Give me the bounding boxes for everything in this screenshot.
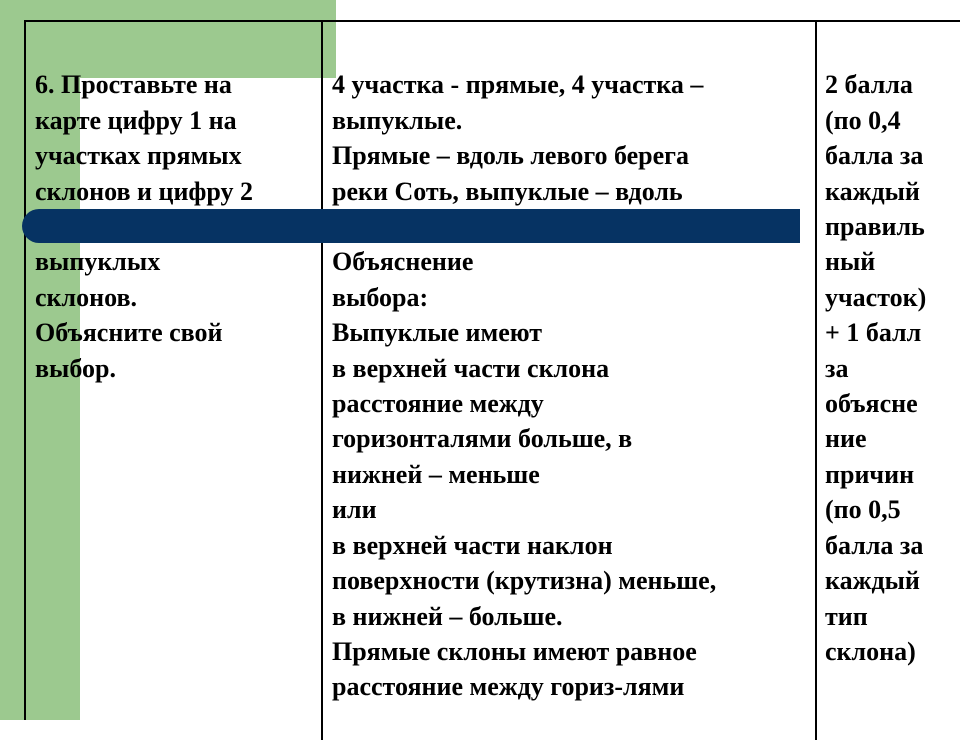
navy-decorative-bar: [22, 209, 800, 243]
score-cell: [817, 22, 960, 740]
question-cell: [26, 22, 323, 740]
answer-cell: [323, 22, 817, 740]
answer-key-table: [24, 20, 960, 720]
answer-text: 4 участка - прямые, 4 участка – выпуклые. Прямые – вдоль левого берега реки Соть, выпуклые – вдоль Объяснение выбора: Выпуклые имеют в верхней части склона расстояние между горизонталями больше, в нижней – меньше или в верхней части наклон поверхности (крутизна) меньше, в нижней – больше. Прямые склоны имеют равное расстояние между гориз-лями: [332, 70, 717, 702]
question-text: 6. Проставьте на карте цифру 1 на участках прямых склонов и цифру 2 выпуклых склонов. Объясните свой выбор.: [35, 70, 254, 383]
score-text: 2 балла (по 0,4 балла за каждый правиль ный участок) + 1 балл за объясне ние причин (по 0,5 балла за каждый тип склона): [825, 70, 927, 666]
